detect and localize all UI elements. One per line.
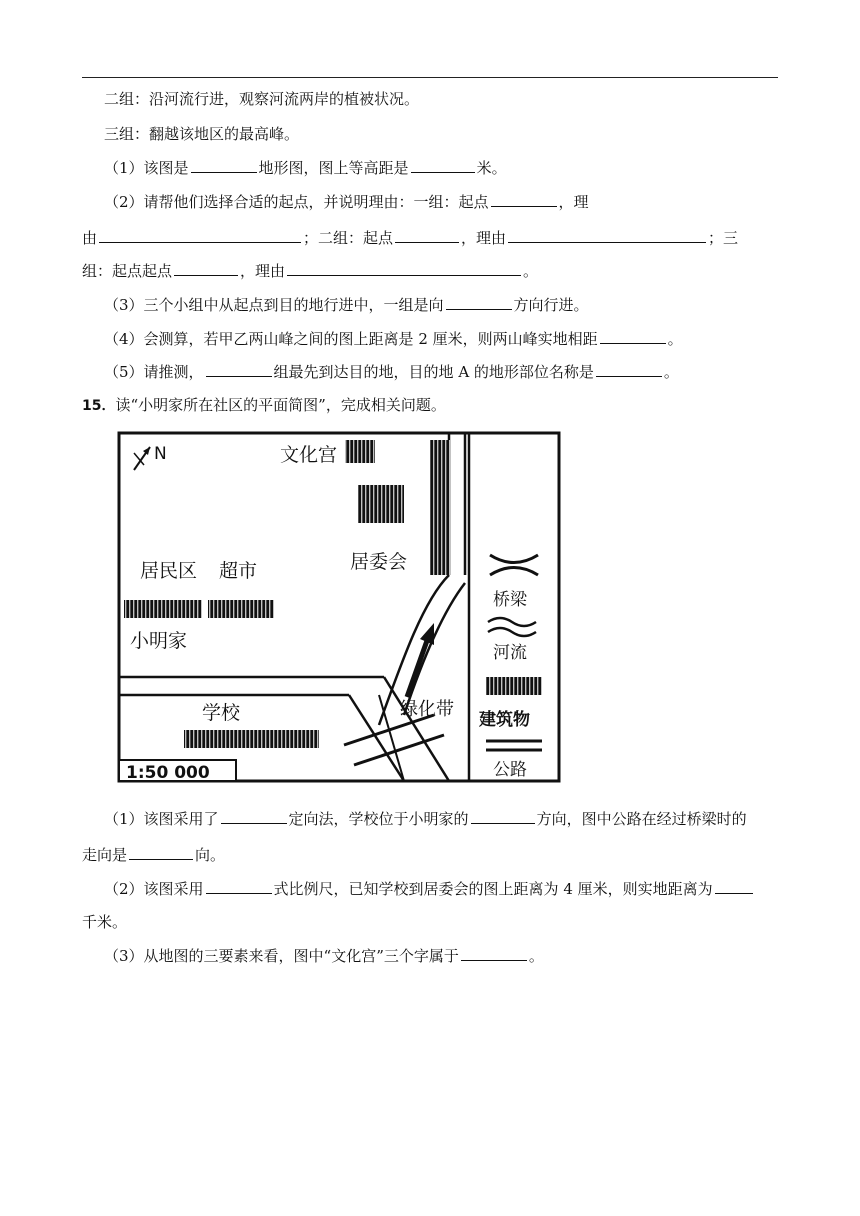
s1-text-a: （1）该图采用了 bbox=[104, 810, 219, 828]
subquestion-1-line1 bbox=[82, 809, 804, 829]
legend-river-label: 河流 bbox=[493, 643, 527, 663]
problem-15-heading bbox=[82, 395, 782, 416]
subquestion-2-line1 bbox=[82, 879, 804, 899]
answer-blank[interactable] bbox=[191, 158, 257, 173]
question-1 bbox=[82, 158, 804, 178]
s1-text-d: 走向是 bbox=[82, 846, 128, 864]
subquestion-3 bbox=[82, 946, 804, 966]
answer-blank[interactable] bbox=[596, 362, 662, 377]
answer-blank[interactable] bbox=[411, 158, 475, 173]
culture-palace-label: 文化宫 bbox=[280, 444, 338, 466]
s1-text-e: 向。 bbox=[195, 846, 226, 864]
text-line-group2 bbox=[82, 89, 804, 109]
answer-blank[interactable] bbox=[287, 261, 521, 276]
q2-text-a: （2）请帮他们选择合适的起点，并说明理由：一组：起点 bbox=[104, 193, 489, 211]
answer-blank[interactable] bbox=[508, 228, 706, 243]
text-line-group3 bbox=[82, 124, 804, 144]
problem-15-text: 读“小明家所在社区的平面简图”，完成相关问题。 bbox=[115, 396, 446, 414]
scale-label: 1:50 000 bbox=[126, 763, 210, 783]
q2-text-b: ，理 bbox=[558, 193, 589, 211]
q3-text-b: 方向行进。 bbox=[513, 296, 589, 314]
s3-text-a: （3）从地图的三要素来看，图中“文化宫”三个字属于 bbox=[104, 947, 459, 965]
answer-blank[interactable] bbox=[471, 809, 535, 824]
school-building bbox=[184, 730, 319, 748]
answer-blank[interactable] bbox=[129, 845, 193, 860]
residential-building bbox=[124, 600, 202, 618]
group2-text: 二组：沿河流行进，观察河流两岸的植被状况。 bbox=[104, 90, 420, 108]
answer-blank[interactable] bbox=[206, 362, 272, 377]
q4-text-a: （4）会测算，若甲乙两山峰之间的图上距离是 2 厘米，则两山峰实地相距 bbox=[104, 330, 598, 348]
q2-text-g: 组：起点起点 bbox=[82, 262, 173, 280]
question-4 bbox=[82, 329, 804, 349]
q1-text-b: 地形图，图上等高距是 bbox=[258, 159, 409, 177]
subquestion-2-line2 bbox=[82, 912, 782, 932]
question-2-line2 bbox=[82, 228, 782, 248]
answer-blank[interactable] bbox=[206, 879, 272, 894]
green-belt-label: 绿化带 bbox=[400, 699, 454, 720]
question-5 bbox=[82, 362, 804, 382]
residential-label: 居民区 bbox=[140, 560, 198, 582]
building-symbol-icon bbox=[486, 677, 542, 695]
answer-blank[interactable] bbox=[446, 295, 512, 310]
q2-text-f: ；三 bbox=[708, 229, 739, 247]
q2-text-e: ，理由 bbox=[461, 229, 507, 247]
culture-palace-tall-building bbox=[430, 440, 450, 575]
answer-blank[interactable] bbox=[99, 228, 301, 243]
q1-text-c: 米。 bbox=[476, 159, 507, 177]
header-rule bbox=[82, 77, 778, 78]
committee-building bbox=[358, 485, 404, 523]
north-label: N bbox=[154, 444, 167, 464]
answer-blank[interactable] bbox=[174, 261, 238, 276]
q4-text-b: 。 bbox=[667, 330, 683, 348]
q3-text-a: （3）三个小组中从起点到目的地行进中，一组是向 bbox=[104, 296, 444, 314]
legend-building-label: 建筑物 bbox=[479, 710, 530, 730]
q5-text-a: （5）请推测， bbox=[104, 363, 204, 381]
subquestion-1-line2 bbox=[82, 845, 782, 865]
question-3 bbox=[82, 295, 804, 315]
community-map bbox=[104, 425, 564, 795]
culture-palace-building bbox=[345, 440, 375, 463]
q2-text-c: 由 bbox=[82, 229, 98, 247]
s1-text-c: 方向，图中公路在经过桥梁时的 bbox=[536, 810, 747, 828]
answer-blank[interactable] bbox=[600, 329, 666, 344]
answer-blank[interactable] bbox=[221, 809, 287, 824]
answer-blank[interactable] bbox=[461, 946, 527, 961]
q5-text-b: 组最先到达目的地，目的地 A 的地形部位名称是 bbox=[273, 363, 594, 381]
committee-label: 居委会 bbox=[350, 551, 408, 573]
supermarket-building bbox=[208, 600, 274, 618]
answer-blank[interactable] bbox=[715, 879, 753, 894]
q2-text-d: ；二组：起点 bbox=[303, 229, 394, 247]
s2-text-b: 式比例尺，已知学校到居委会的图上距离为 4 厘米，则实地距离为 bbox=[273, 880, 713, 898]
legend-bridge-label: 桥梁 bbox=[493, 590, 527, 610]
question-2-line1 bbox=[82, 192, 804, 212]
xiaoming-home-label: 小明家 bbox=[130, 630, 188, 652]
s1-text-b: 定向法，学校位于小明家的 bbox=[288, 810, 469, 828]
legend-road-label: 公路 bbox=[493, 760, 527, 780]
q1-text-a: （1）该图是 bbox=[104, 159, 189, 177]
s2-text-a: （2）该图采用 bbox=[104, 880, 204, 898]
answer-blank[interactable] bbox=[395, 228, 459, 243]
q5-text-c: 。 bbox=[663, 363, 679, 381]
school-label: 学校 bbox=[202, 702, 241, 724]
q2-text-h: ，理由 bbox=[240, 262, 286, 280]
question-2-line3 bbox=[82, 261, 782, 281]
group3-text: 三组：翻越该地区的最高峰。 bbox=[104, 125, 300, 143]
problem-number: 15． bbox=[82, 398, 116, 414]
supermarket-label: 超市 bbox=[219, 560, 258, 582]
s3-text-b: 。 bbox=[528, 947, 544, 965]
answer-blank[interactable] bbox=[491, 192, 557, 207]
q2-text-i: 。 bbox=[523, 262, 539, 280]
s2-text-c: 千米。 bbox=[82, 913, 128, 931]
